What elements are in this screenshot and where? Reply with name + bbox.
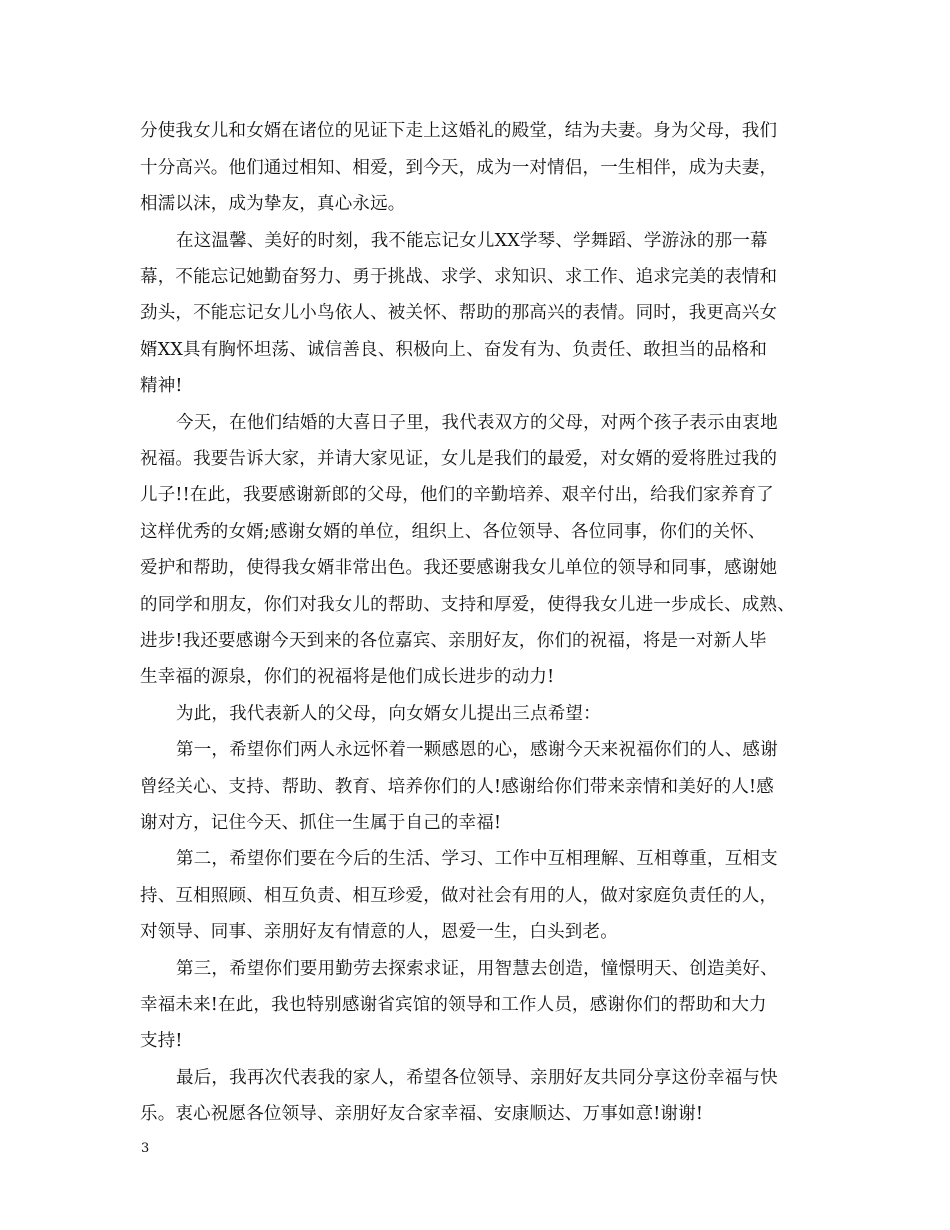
- text-line: 生幸福的源泉，你们的祝福将是他们成长进步的动力!: [140, 667, 555, 687]
- text-line: 这样优秀的女婿;感谢女婿的单位，组织上、各位领导、各位同事，你们的关怀、: [140, 522, 766, 542]
- text-line: 儿子!!在此，我要感谢新郎的父母，他们的辛勤培养、艰辛付出，给我们家养育了: [140, 485, 774, 505]
- paragraph-start-line: 第三，希望你们要用勤劳去探索求证，用智慧去创造，憧憬明天、创造美好、: [176, 959, 778, 979]
- text-line: 幕，不能忘记她勤奋努力、勇于挑战、求学、求知识、求工作、追求完美的表情和: [140, 267, 778, 287]
- text-line: 的同学和朋友，你们对我女儿的帮助、支持和厚爱，使得我女儿进一步成长、成熟、: [140, 595, 795, 615]
- paragraph-start-line: 在这温馨、美好的时刻，我不能忘记女儿XX学琴、学舞蹈、学游泳的那一幕: [176, 231, 768, 251]
- text-line: 对领导、同事、亲朋好友有情意的人，恩爱一生，白头到老。: [140, 922, 618, 942]
- text-line: 劲头，不能忘记女儿小鸟依人、被关怀、帮助的那高兴的表情。同时，我更高兴女: [140, 303, 778, 323]
- text-line: 持、互相照顾、相互负责、相互珍爱，做对社会有用的人，做对家庭负责任的人，: [140, 886, 778, 906]
- text-line: 十分高兴。他们通过相知、相爱，到今天，成为一对情侣，一生相伴，成为夫妻，: [140, 158, 778, 178]
- page-number: 3: [141, 1141, 150, 1156]
- text-line: 祝福。我要告诉大家，并请大家见证，女儿是我们的最爱，对女婿的爱将胜过我的: [140, 449, 778, 469]
- text-line: 爱护和帮助，使得我女婿非常出色。我还要感谢我女儿单位的领导和同事，感谢她: [140, 558, 778, 578]
- paragraph-start-line: 为此，我代表新人的父母，向女婿女儿提出三点希望：: [176, 704, 601, 724]
- text-line: 幸福未来!在此，我也特别感谢省宾馆的领导和工作人员，感谢你们的帮助和大力: [140, 995, 767, 1015]
- text-line: 婿XX具有胸怀坦荡、诚信善良、积极向上、奋发有为、负责任、敢担当的品格和: [140, 340, 768, 360]
- text-line: 曾经关心、支持、帮助、教育、培养你们的人!感谢给你们带来亲情和美好的人!感: [140, 777, 774, 797]
- text-line: 支持!: [140, 1031, 183, 1051]
- text-line: 精神!: [140, 376, 183, 396]
- paragraph-start-line: 今天，在他们结婚的大喜日子里，我代表双方的父母，对两个孩子表示由衷地: [176, 413, 778, 433]
- paragraph-start-line: 最后，我再次代表我的家人，希望各位领导、亲朋好友共同分享这份幸福与快: [176, 1068, 778, 1088]
- text-line: 谢对方，记住今天、抓住一生属于自己的幸福!: [140, 813, 502, 833]
- paragraph-start-line: 第二，希望你们要在今后的生活、学习、工作中互相理解、互相尊重，互相支: [176, 849, 778, 869]
- text-line: 乐。衷心祝愿各位领导、亲朋好友合家幸福、安康顺达、万事如意!谢谢!: [140, 1104, 704, 1124]
- text-line: 相濡以沫，成为挚友，真心永远。: [140, 194, 406, 214]
- paragraph-start-line: 第一，希望你们两人永远怀着一颗感恩的心，感谢今天来祝福你们的人、感谢: [176, 740, 778, 760]
- text-line: 进步!我还要感谢今天到来的各位嘉宾、亲朋好友，你们的祝福，将是一对新人毕: [140, 631, 767, 651]
- text-line: 分使我女儿和女婿在诸位的见证下走上这婚礼的殿堂，结为夫妻。身为父母，我们: [140, 121, 778, 141]
